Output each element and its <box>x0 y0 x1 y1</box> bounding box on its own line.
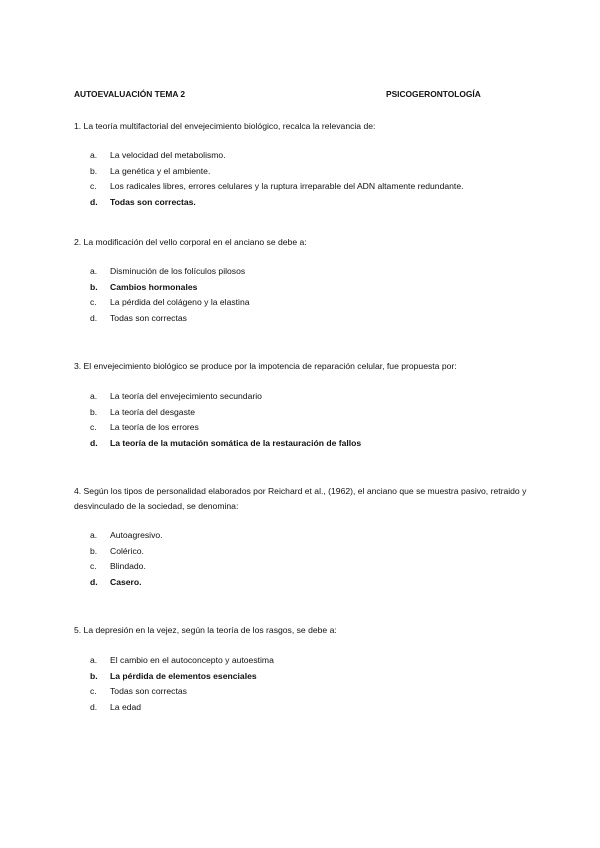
question-5 <box>74 623 534 715</box>
option-text: Todas son correctas <box>110 686 187 696</box>
option-text: Blindado. <box>110 561 146 571</box>
answer-option-b-correct <box>74 280 534 296</box>
option-text: La genética y el ambiente. <box>110 165 211 176</box>
question-text: 3. El envejecimiento biológico se produce por la impotencia de reparación celular, fue propuesta por: <box>74 361 457 371</box>
option-letter: a. <box>90 150 98 160</box>
option-text: La velocidad del metabolismo. <box>110 150 226 160</box>
question-text: 5. La depresión en la vejez, según la teoría de los rasgos, se debe a: <box>74 625 337 635</box>
answer-option-a <box>74 528 534 544</box>
answer-option-c <box>74 559 534 575</box>
answer-options <box>74 653 534 715</box>
answer-option-b <box>74 164 534 180</box>
question-2 <box>74 235 534 326</box>
answer-option-b <box>74 544 534 560</box>
option-text: La pérdida de elementos esenciales <box>110 670 257 681</box>
option-letter: d. <box>90 701 98 712</box>
option-letter: b. <box>90 670 98 681</box>
answer-option-a <box>74 148 534 164</box>
answer-options <box>74 389 534 451</box>
answer-option-b-correct <box>74 669 534 685</box>
option-text: La teoría del envejecimiento secundario <box>110 391 262 401</box>
answer-option-d-correct <box>74 575 534 591</box>
answer-option-b <box>74 405 534 421</box>
option-text: Los radicales libres, errores celulares y la ruptura irreparable del ADN altamente redundante. <box>110 181 464 191</box>
option-text: Todas son correctas <box>110 312 187 323</box>
option-text: Cambios hormonales <box>110 281 198 292</box>
answer-option-c <box>74 295 534 311</box>
option-letter: d. <box>90 312 98 323</box>
option-letter: a. <box>90 391 98 401</box>
answer-option-c <box>74 179 534 195</box>
option-letter: d. <box>90 437 98 448</box>
option-letter: d. <box>90 576 98 587</box>
answer-option-d <box>74 311 534 327</box>
option-text: La pérdida del colágeno y la elastina <box>110 297 250 307</box>
answer-options <box>74 264 534 326</box>
option-text: La edad <box>110 701 142 712</box>
option-letter: a. <box>90 530 98 540</box>
question-3 <box>74 359 534 451</box>
answer-option-c <box>74 684 534 700</box>
question-text: 1. La teoría multifactorial del envejecimiento biológico, recalca la relevancia de: <box>74 121 376 131</box>
option-letter: b. <box>90 281 98 292</box>
answer-option-a <box>74 389 534 405</box>
document-title: AUTOEVALUACIÓN TEMA 2 <box>74 89 186 99</box>
option-text: La teoría de los errores <box>110 422 199 432</box>
answer-option-d-correct <box>74 195 534 211</box>
answer-option-d-correct <box>74 436 534 452</box>
subject-title: PSICOGERONTOLOGÍA <box>386 89 481 99</box>
option-letter: c. <box>90 181 97 191</box>
question-text: 4. Según los tipos de personalidad elaborados por Reichard et al., (1962), el anciano que se muestra pasivo, retraido y desvinculado de la sociedad, se denomina: <box>74 486 527 511</box>
option-letter: a. <box>90 655 98 665</box>
option-letter: c. <box>90 561 97 571</box>
option-letter: c. <box>90 422 97 432</box>
question-1 <box>74 119 534 210</box>
answer-options <box>74 148 534 210</box>
answer-options <box>74 528 534 590</box>
option-text: Todas son correctas. <box>110 196 196 207</box>
option-text: La teoría de la mutación somática de la restauración de fallos <box>110 437 362 448</box>
option-text: El cambio en el autoconcepto y autoestima <box>110 655 274 665</box>
option-letter: c. <box>90 686 97 696</box>
option-letter: b. <box>90 545 98 556</box>
option-letter: d. <box>90 196 98 207</box>
answer-option-a <box>74 264 534 280</box>
answer-option-c <box>74 420 534 436</box>
answer-option-a <box>74 653 534 669</box>
option-letter: a. <box>90 266 98 276</box>
option-text: Disminución de los folículos pilosos <box>110 266 246 276</box>
option-letter: b. <box>90 165 98 176</box>
question-4 <box>74 484 534 590</box>
answer-option-d <box>74 700 534 716</box>
option-text: Casero. <box>110 576 142 587</box>
option-letter: c. <box>90 297 97 307</box>
option-text: Autoagresivo. <box>110 530 163 540</box>
option-letter: b. <box>90 406 98 417</box>
option-text: Colérico. <box>110 545 144 556</box>
question-text: 2. La modificación del vello corporal en el anciano se debe a: <box>74 237 307 247</box>
option-text: La teoría del desgaste <box>110 406 196 417</box>
